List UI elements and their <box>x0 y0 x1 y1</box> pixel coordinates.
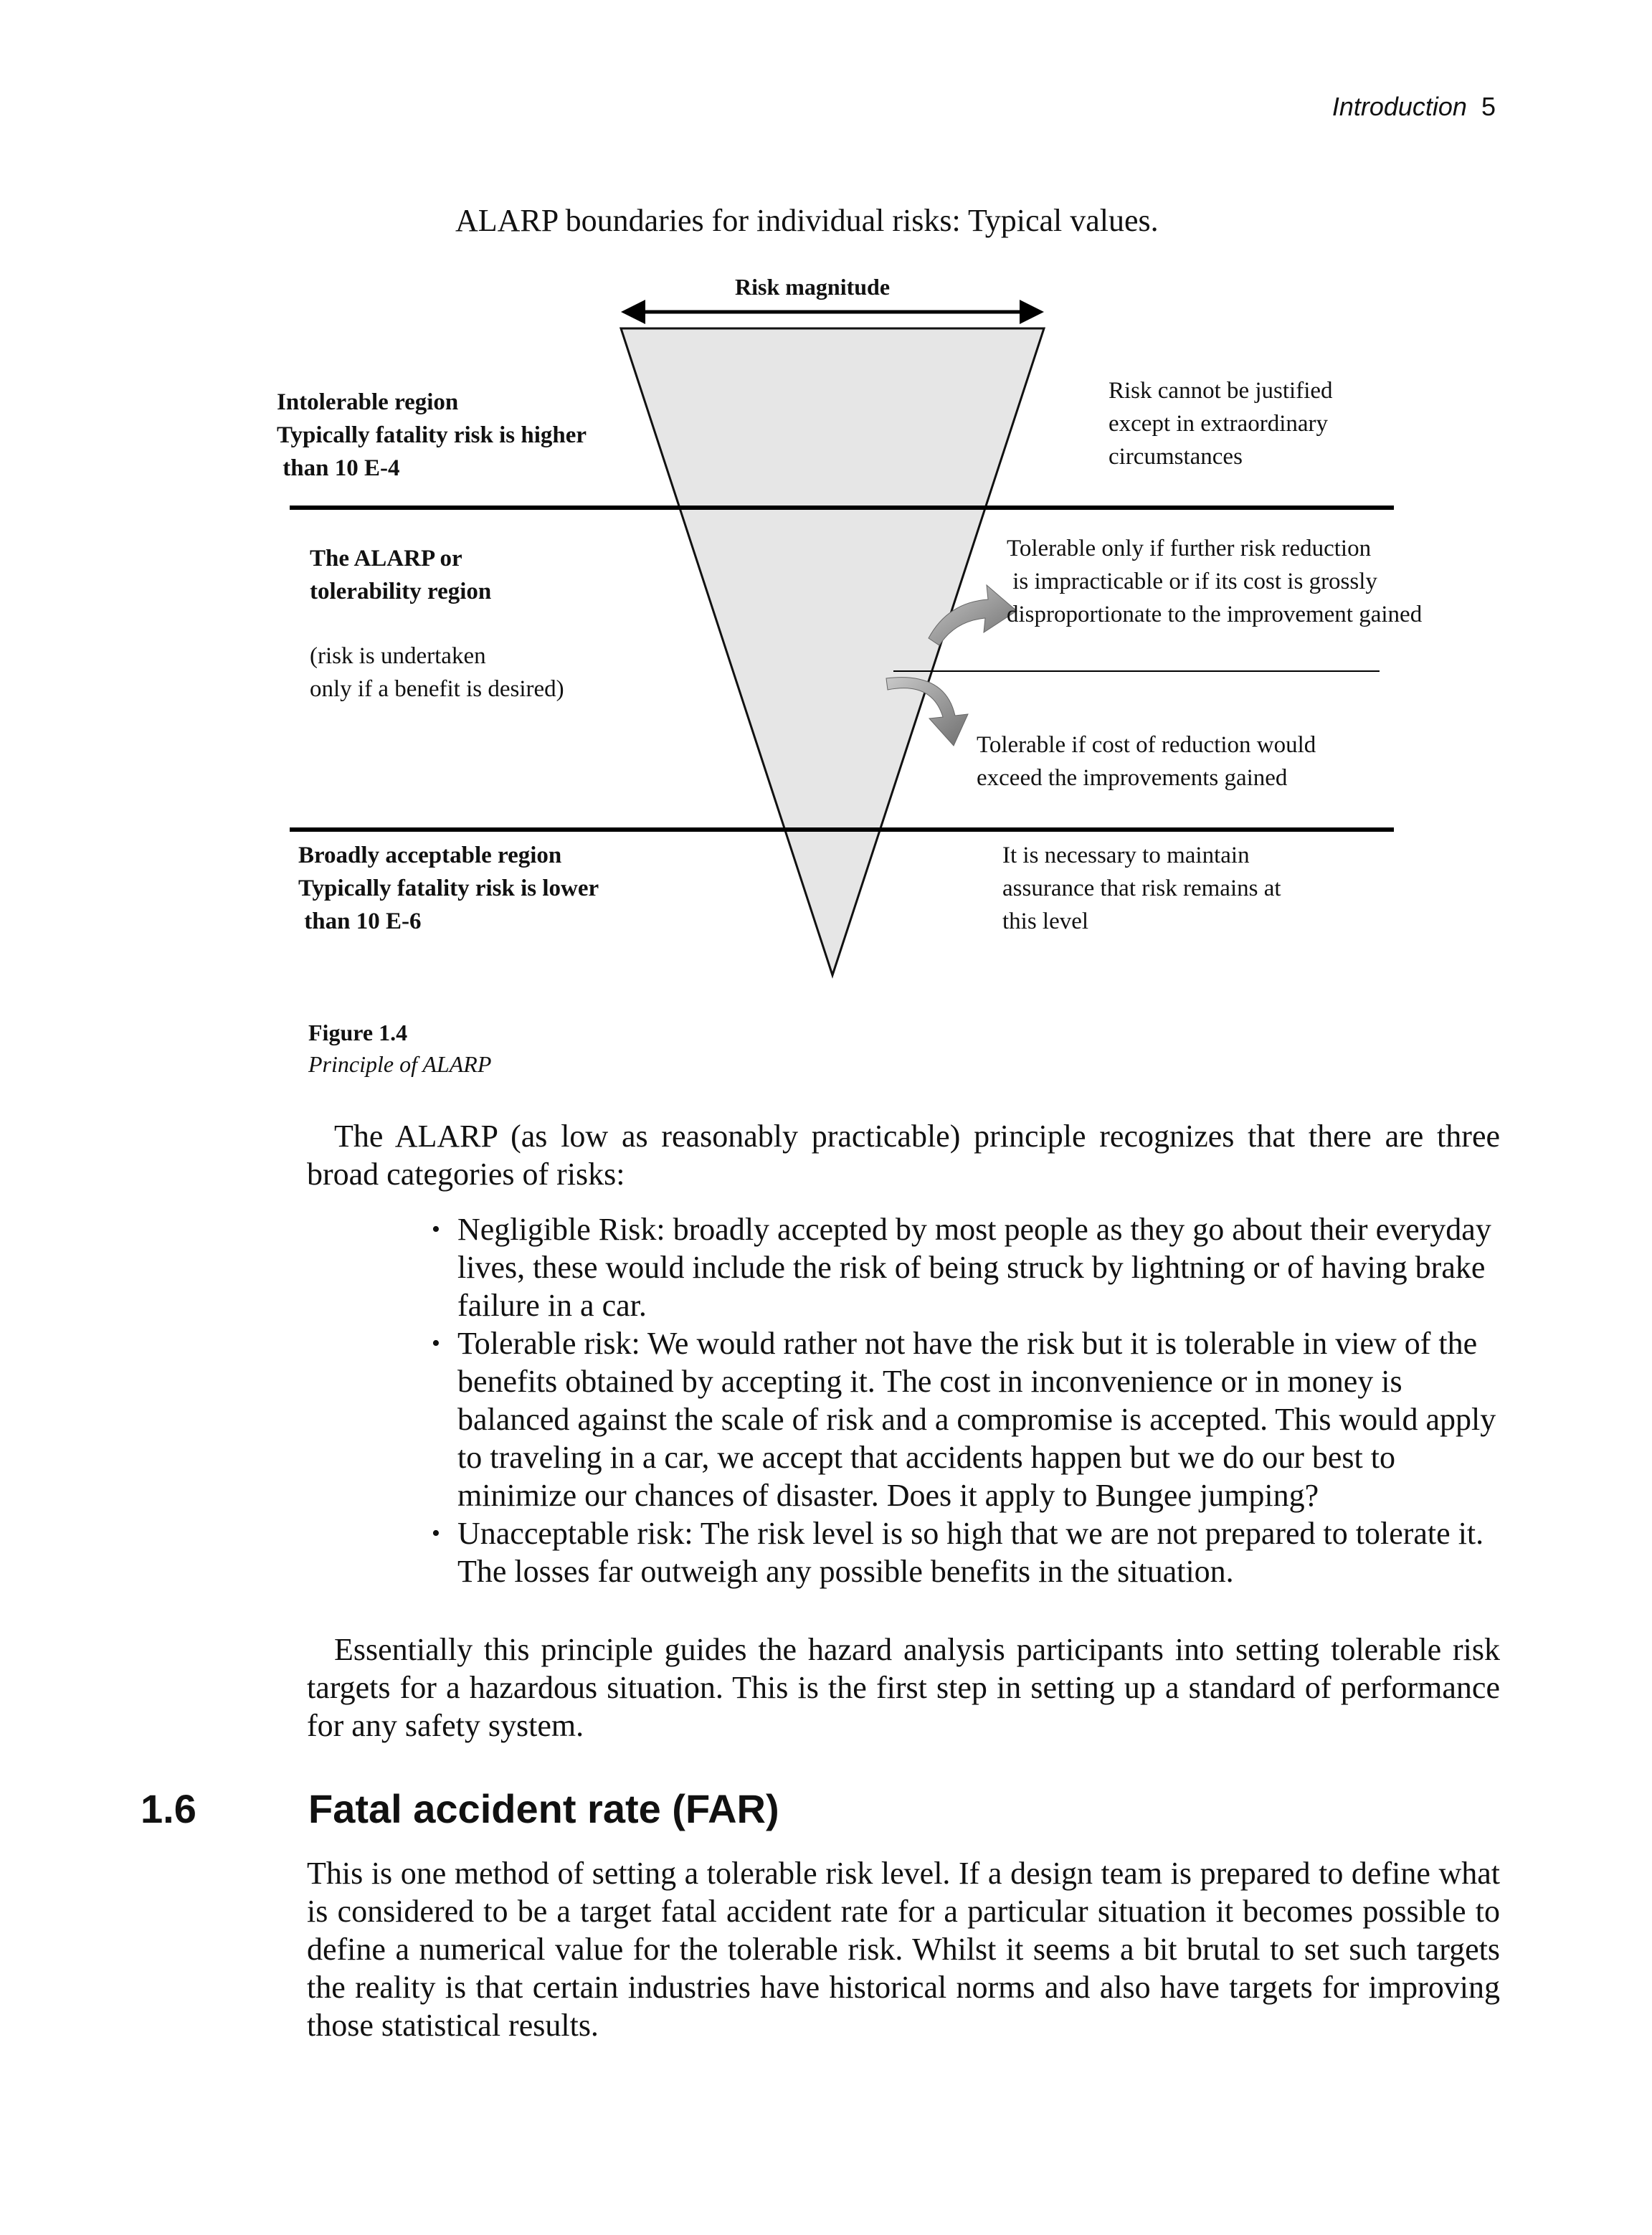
page-number: 5 <box>1481 92 1496 121</box>
intolerable-note2: except in extraordinary <box>1109 411 1329 437</box>
intolerable-note <box>1109 374 1333 473</box>
summary-text: Essentially this principle guides the hazard analysis participants into setting tolerable risk targets for a hazardous situation. This is the first step in setting up a standard of performance for any safety system. <box>307 1632 1500 1743</box>
intolerable-name: Intolerable region <box>277 389 459 415</box>
acceptable-note1: It is necessary to maintain <box>1002 843 1250 868</box>
intro-paragraph <box>307 1117 1500 1193</box>
alarp-name2: tolerability region <box>310 579 492 604</box>
risk-magnitude-arrow <box>621 300 1044 324</box>
figure-title: ALARP boundaries for individual risks: Typical values. <box>455 203 1159 238</box>
risk-categories-list <box>430 1210 1499 1590</box>
acceptable-region-label <box>298 839 599 938</box>
intolerable-note3: circumstances <box>1109 444 1243 470</box>
alarp-sub2: only if a benefit is desired) <box>310 676 564 702</box>
alarp-upper1: Tolerable only if further risk reduction <box>1007 536 1372 561</box>
alarp-upper-note <box>1007 532 1422 631</box>
running-head-section: Introduction <box>1331 92 1467 121</box>
alarp-sub1: (risk is undertaken <box>310 643 486 669</box>
intolerable-line2: than 10 E-4 <box>277 455 400 481</box>
intolerable-note1: Risk cannot be justified <box>1109 378 1333 404</box>
list-item: • Tolerable risk: We would rather not have the risk but it is tolerable in view of the benefits obtained by accepting it. The cost in inconvenience or in money is balanced against the scale of risk and a compromise is accepted. This would apply to traveling in a car, we accept that accidents happen but we do our best to minimize our chances of disaster. Does it apply to Bungee jumping? <box>430 1324 1499 1514</box>
acceptable-note3: this level <box>1002 908 1089 934</box>
list-item: • Unacceptable risk: The risk level is so high that we are not prepared to tolerate it. The losses far outweigh any possible benefits in the situation. <box>430 1514 1499 1590</box>
figure-caption-number: Figure 1.4 <box>308 1020 408 1045</box>
risk-magnitude-label: Risk magnitude <box>735 274 891 300</box>
alarp-diagram <box>0 0 1652 1018</box>
intolerable-region-label <box>277 386 587 485</box>
alarp-upper2: is impracticable or if its cost is grossly <box>1007 569 1377 594</box>
acceptable-note <box>1002 839 1281 938</box>
section-title: Fatal accident rate (FAR) <box>308 1786 779 1831</box>
intro-text: The ALARP (as low as reasonably practicable) principle recognizes that there are three broad categories of risks: <box>307 1119 1500 1192</box>
list-item: • Negligible Risk: broadly accepted by most people as they go about their everyday lives, these would include the risk of being struck by lightning or of having brake failure in a car. <box>430 1210 1499 1324</box>
section-paragraph: This is one method of setting a tolerable risk level. If a design team is prepared to define what is considered to be a target fatal accident rate for a particular situation it becomes possible to define a numerical value for the tolerable risk. Whilst it seems a bit brutal to set such targets the reality is that certain industries have historical norms and also have targets for improving those statistical results. <box>307 1856 1500 2043</box>
acceptable-name: Broadly acceptable region <box>298 843 562 868</box>
summary-paragraph <box>307 1631 1500 1745</box>
intolerable-line1: Typically fatality risk is higher <box>277 422 587 448</box>
alarp-name1: The ALARP or <box>310 546 462 571</box>
acceptable-note2: assurance that risk remains at <box>1002 876 1281 901</box>
acceptable-line1: Typically fatality risk is lower <box>298 876 599 901</box>
figure-caption-text: Principle of ALARP <box>308 1051 492 1077</box>
alarp-lower-note <box>977 729 1316 794</box>
risk-triangle <box>621 328 1044 975</box>
alarp-lower1: Tolerable if cost of reduction would <box>977 732 1316 758</box>
alarp-upper3: disproportionate to the improvement gained <box>1007 602 1423 627</box>
alarp-region-label <box>310 542 564 706</box>
alarp-lower2: exceed the improvements gained <box>977 765 1288 791</box>
acceptable-line2: than 10 E-6 <box>298 908 422 934</box>
section-number: 1.6 <box>141 1786 196 1831</box>
